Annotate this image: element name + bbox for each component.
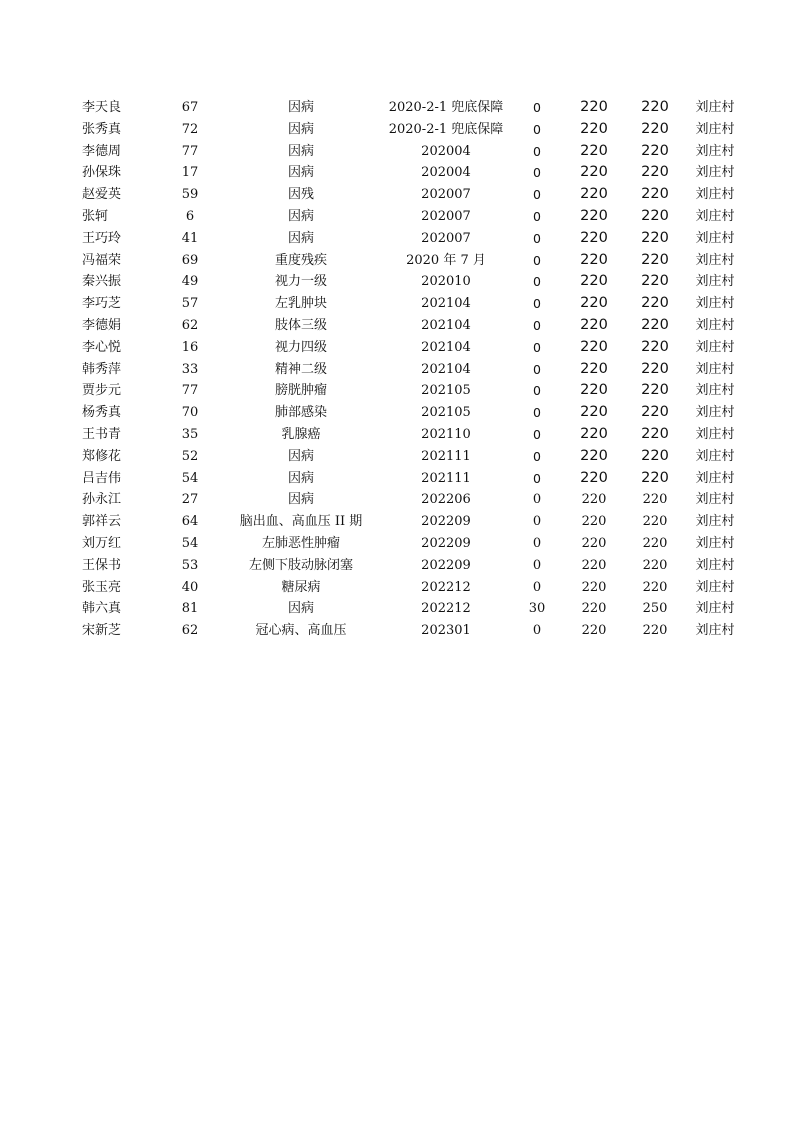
standard-amount: 220 — [580, 207, 608, 224]
beneficiary-table — [70, 97, 750, 642]
enrollment-date: 202105 — [421, 405, 471, 421]
standard-amount: 220 — [581, 492, 607, 508]
resident-name: 杨秀真 — [82, 405, 122, 421]
table-row — [70, 533, 750, 555]
total-amount: 220 — [641, 338, 669, 355]
table-row — [70, 250, 750, 272]
supplement-amount: 0 — [532, 623, 542, 639]
standard-amount: 220 — [581, 535, 607, 551]
village-name: 刘庄村 — [695, 448, 735, 464]
enrollment-date: 202010 — [421, 274, 471, 290]
standard-amount: 220 — [580, 295, 608, 312]
eligibility-reason: 膀胱肿瘤 — [274, 383, 327, 399]
standard-amount: 220 — [580, 316, 608, 333]
standard-amount: 220 — [580, 425, 608, 442]
total-amount: 220 — [641, 251, 669, 268]
supplement-amount: 0 — [533, 100, 541, 115]
village-name: 刘庄村 — [695, 143, 735, 159]
table-row — [70, 162, 750, 184]
total-amount: 250 — [642, 601, 668, 617]
resident-age: 54 — [181, 470, 199, 486]
resident-age: 33 — [181, 361, 199, 377]
enrollment-date: 202004 — [421, 143, 471, 159]
supplement-amount: 0 — [532, 535, 542, 551]
resident-age: 16 — [181, 339, 199, 355]
resident-name: 张玉亮 — [82, 579, 122, 595]
enrollment-date: 202104 — [421, 361, 471, 377]
village-name: 刘庄村 — [695, 557, 735, 573]
village-name: 刘庄村 — [695, 296, 735, 312]
village-name: 刘庄村 — [695, 100, 735, 115]
total-amount: 220 — [641, 164, 669, 181]
enrollment-date: 202105 — [421, 383, 471, 399]
resident-name: 孙永江 — [82, 492, 122, 508]
standard-amount: 220 — [580, 338, 608, 355]
supplement-amount: 0 — [532, 514, 542, 530]
village-name: 刘庄村 — [695, 579, 735, 595]
total-amount: 220 — [642, 579, 668, 595]
table-row — [70, 184, 750, 206]
total-amount: 220 — [641, 360, 669, 377]
eligibility-reason: 乳腺癌 — [281, 426, 321, 442]
resident-name: 张秀真 — [82, 121, 122, 137]
village-name: 刘庄村 — [695, 361, 735, 377]
enrollment-date: 202209 — [421, 514, 471, 530]
enrollment-date: 202111 — [421, 448, 471, 464]
total-amount: 220 — [641, 425, 669, 442]
table-row — [70, 228, 750, 250]
eligibility-reason: 脑出血、高血压 II 期 — [239, 514, 363, 530]
resident-age: 52 — [181, 448, 199, 464]
eligibility-reason: 因病 — [287, 230, 314, 246]
eligibility-reason: 因病 — [287, 165, 314, 181]
eligibility-reason: 左肺恶性肿瘤 — [261, 535, 340, 551]
resident-age: 67 — [181, 100, 199, 115]
resident-age: 62 — [181, 623, 199, 639]
table-row — [70, 141, 750, 163]
standard-amount: 220 — [580, 229, 608, 246]
table-row — [70, 555, 750, 577]
resident-age: 35 — [181, 426, 199, 442]
eligibility-reason: 肺部感染 — [274, 405, 327, 421]
village-name: 刘庄村 — [695, 230, 735, 246]
enrollment-date: 202110 — [421, 426, 471, 442]
eligibility-reason: 因病 — [287, 121, 314, 137]
supplement-amount: 0 — [533, 317, 541, 333]
table-row — [70, 468, 750, 490]
table-row — [70, 620, 750, 642]
supplement-amount: 0 — [533, 165, 541, 181]
village-name: 刘庄村 — [695, 492, 735, 508]
resident-name: 李巧芝 — [82, 296, 122, 312]
resident-name: 韩六真 — [82, 601, 122, 617]
total-amount: 220 — [642, 492, 668, 508]
resident-name: 冯福荣 — [82, 252, 122, 268]
resident-age: 41 — [181, 230, 199, 246]
resident-age: 27 — [181, 492, 199, 508]
enrollment-date: 202104 — [421, 339, 471, 355]
supplement-amount: 0 — [533, 143, 541, 159]
resident-age: 57 — [181, 296, 199, 312]
standard-amount: 220 — [580, 447, 608, 464]
village-name: 刘庄村 — [695, 208, 735, 224]
resident-name: 郭祥云 — [82, 514, 122, 530]
resident-name: 李心悦 — [82, 339, 122, 355]
resident-age: 77 — [181, 143, 199, 159]
total-amount: 220 — [642, 535, 668, 551]
village-name: 刘庄村 — [695, 426, 735, 442]
resident-name: 王保书 — [82, 557, 122, 573]
table-row — [70, 489, 750, 511]
eligibility-reason: 因残 — [287, 187, 314, 203]
table-row — [70, 424, 750, 446]
village-name: 刘庄村 — [695, 121, 735, 137]
table-row — [70, 598, 750, 620]
supplement-amount: 0 — [533, 208, 541, 224]
enrollment-date: 2020 年 7 月 — [406, 252, 486, 268]
resident-age: 59 — [181, 187, 199, 203]
eligibility-reason: 视力一级 — [274, 274, 327, 290]
resident-age: 81 — [181, 601, 199, 617]
resident-name: 吕吉伟 — [82, 470, 122, 486]
enrollment-date: 202104 — [421, 296, 471, 312]
resident-age: 6 — [185, 208, 195, 224]
resident-age: 40 — [181, 579, 199, 595]
standard-amount: 220 — [580, 251, 608, 268]
resident-age: 54 — [181, 535, 199, 551]
standard-amount: 220 — [581, 579, 607, 595]
eligibility-reason: 肢体三级 — [274, 317, 327, 333]
village-name: 刘庄村 — [695, 339, 735, 355]
enrollment-date: 2020-2-1 兜底保障 — [388, 100, 504, 115]
eligibility-reason: 因病 — [287, 448, 314, 464]
table-row — [70, 337, 750, 359]
enrollment-date: 202007 — [421, 208, 471, 224]
supplement-amount: 0 — [532, 579, 542, 595]
enrollment-date: 202206 — [421, 492, 471, 508]
village-name: 刘庄村 — [695, 383, 735, 399]
table-row — [70, 271, 750, 293]
resident-name: 李德周 — [82, 143, 122, 159]
enrollment-date: 202209 — [421, 535, 471, 551]
village-name: 刘庄村 — [695, 252, 735, 268]
resident-age: 62 — [181, 317, 199, 333]
total-amount: 220 — [641, 404, 669, 421]
standard-amount: 220 — [580, 469, 608, 486]
total-amount: 220 — [642, 514, 668, 530]
supplement-amount: 0 — [533, 230, 541, 246]
total-amount: 220 — [641, 120, 669, 137]
supplement-amount: 0 — [533, 339, 541, 355]
total-amount: 220 — [641, 295, 669, 312]
resident-name: 赵爱英 — [82, 187, 122, 203]
enrollment-date: 202212 — [421, 601, 471, 617]
village-name: 刘庄村 — [695, 623, 735, 639]
standard-amount: 220 — [580, 120, 608, 137]
supplement-amount: 0 — [532, 557, 542, 573]
enrollment-date: 202212 — [421, 579, 471, 595]
standard-amount: 220 — [580, 360, 608, 377]
standard-amount: 220 — [580, 142, 608, 159]
supplement-amount: 0 — [533, 405, 541, 421]
resident-name: 王巧玲 — [82, 230, 122, 246]
standard-amount: 220 — [581, 623, 607, 639]
village-name: 刘庄村 — [695, 601, 735, 617]
village-name: 刘庄村 — [695, 187, 735, 203]
standard-amount: 220 — [580, 99, 608, 115]
supplement-amount: 0 — [533, 426, 541, 442]
standard-amount: 220 — [580, 273, 608, 290]
table-row — [70, 97, 750, 119]
supplement-amount: 0 — [533, 470, 541, 486]
total-amount: 220 — [641, 316, 669, 333]
table-row — [70, 402, 750, 424]
village-name: 刘庄村 — [695, 535, 735, 551]
eligibility-reason: 因病 — [287, 100, 314, 115]
supplement-amount: 0 — [532, 492, 542, 508]
total-amount: 220 — [642, 623, 668, 639]
resident-age: 77 — [181, 383, 199, 399]
total-amount: 220 — [641, 207, 669, 224]
total-amount: 220 — [642, 557, 668, 573]
enrollment-date: 202301 — [421, 623, 471, 639]
total-amount: 220 — [641, 382, 669, 399]
table-row — [70, 119, 750, 141]
enrollment-date: 202209 — [421, 557, 471, 573]
total-amount: 220 — [641, 229, 669, 246]
total-amount: 220 — [641, 186, 669, 203]
resident-name: 王书青 — [82, 426, 122, 442]
supplement-amount: 0 — [533, 361, 541, 377]
table-row — [70, 359, 750, 381]
eligibility-reason: 冠心病、高血压 — [255, 623, 347, 639]
eligibility-reason: 视力四级 — [274, 339, 327, 355]
village-name: 刘庄村 — [695, 165, 735, 181]
resident-age: 53 — [181, 557, 199, 573]
standard-amount: 220 — [580, 186, 608, 203]
resident-name: 李德娟 — [82, 317, 122, 333]
enrollment-date: 2020-2-1 兜底保障 — [388, 121, 504, 137]
supplement-amount: 0 — [533, 252, 541, 268]
resident-name: 张轲 — [82, 208, 109, 224]
eligibility-reason: 左侧下肢动脉闭塞 — [248, 557, 353, 573]
enrollment-date: 202007 — [421, 187, 471, 203]
table-row — [70, 293, 750, 315]
table-row — [70, 446, 750, 468]
enrollment-date: 202004 — [421, 165, 471, 181]
resident-name: 宋新芝 — [82, 623, 122, 639]
supplement-amount: 0 — [533, 383, 541, 399]
resident-name: 秦兴振 — [82, 274, 122, 290]
resident-name: 刘万红 — [82, 535, 122, 551]
table-row — [70, 206, 750, 228]
supplement-amount: 0 — [533, 448, 541, 464]
supplement-amount: 0 — [533, 296, 541, 312]
total-amount: 220 — [641, 142, 669, 159]
eligibility-reason: 因病 — [287, 208, 314, 224]
resident-age: 17 — [181, 165, 199, 181]
village-name: 刘庄村 — [695, 317, 735, 333]
resident-age: 72 — [181, 121, 199, 137]
village-name: 刘庄村 — [695, 514, 735, 530]
table-row — [70, 380, 750, 402]
total-amount: 220 — [641, 99, 669, 115]
eligibility-reason: 因病 — [287, 143, 314, 159]
eligibility-reason: 因病 — [287, 601, 314, 617]
resident-age: 69 — [181, 252, 199, 268]
total-amount: 220 — [641, 447, 669, 464]
total-amount: 220 — [641, 273, 669, 290]
eligibility-reason: 糖尿病 — [281, 579, 321, 595]
standard-amount: 220 — [581, 514, 607, 530]
supplement-amount: 0 — [533, 121, 541, 137]
eligibility-reason: 精神二级 — [274, 361, 327, 377]
eligibility-reason: 重度残疾 — [274, 252, 327, 268]
table-row — [70, 511, 750, 533]
standard-amount: 220 — [580, 404, 608, 421]
enrollment-date: 202007 — [421, 230, 471, 246]
standard-amount: 220 — [581, 601, 607, 617]
supplement-amount: 30 — [528, 601, 546, 617]
beneficiary-table-body — [70, 97, 750, 642]
total-amount: 220 — [641, 469, 669, 486]
resident-name: 孙保珠 — [82, 165, 122, 181]
supplement-amount: 0 — [533, 187, 541, 203]
standard-amount: 220 — [581, 557, 607, 573]
table-row — [70, 577, 750, 599]
resident-age: 70 — [181, 405, 199, 421]
resident-name: 李天良 — [82, 100, 122, 115]
eligibility-reason: 因病 — [287, 492, 314, 508]
village-name: 刘庄村 — [695, 470, 735, 486]
supplement-amount: 0 — [533, 274, 541, 290]
resident-name: 韩秀萍 — [82, 361, 122, 377]
village-name: 刘庄村 — [695, 274, 735, 290]
resident-name: 郑修花 — [82, 448, 122, 464]
standard-amount: 220 — [580, 164, 608, 181]
eligibility-reason: 因病 — [287, 470, 314, 486]
village-name: 刘庄村 — [695, 405, 735, 421]
eligibility-reason: 左乳肿块 — [274, 296, 327, 312]
resident-age: 64 — [181, 514, 199, 530]
resident-age: 49 — [181, 274, 199, 290]
enrollment-date: 202111 — [421, 470, 471, 486]
resident-name: 贾步元 — [82, 383, 122, 399]
standard-amount: 220 — [580, 382, 608, 399]
enrollment-date: 202104 — [421, 317, 471, 333]
table-row — [70, 315, 750, 337]
